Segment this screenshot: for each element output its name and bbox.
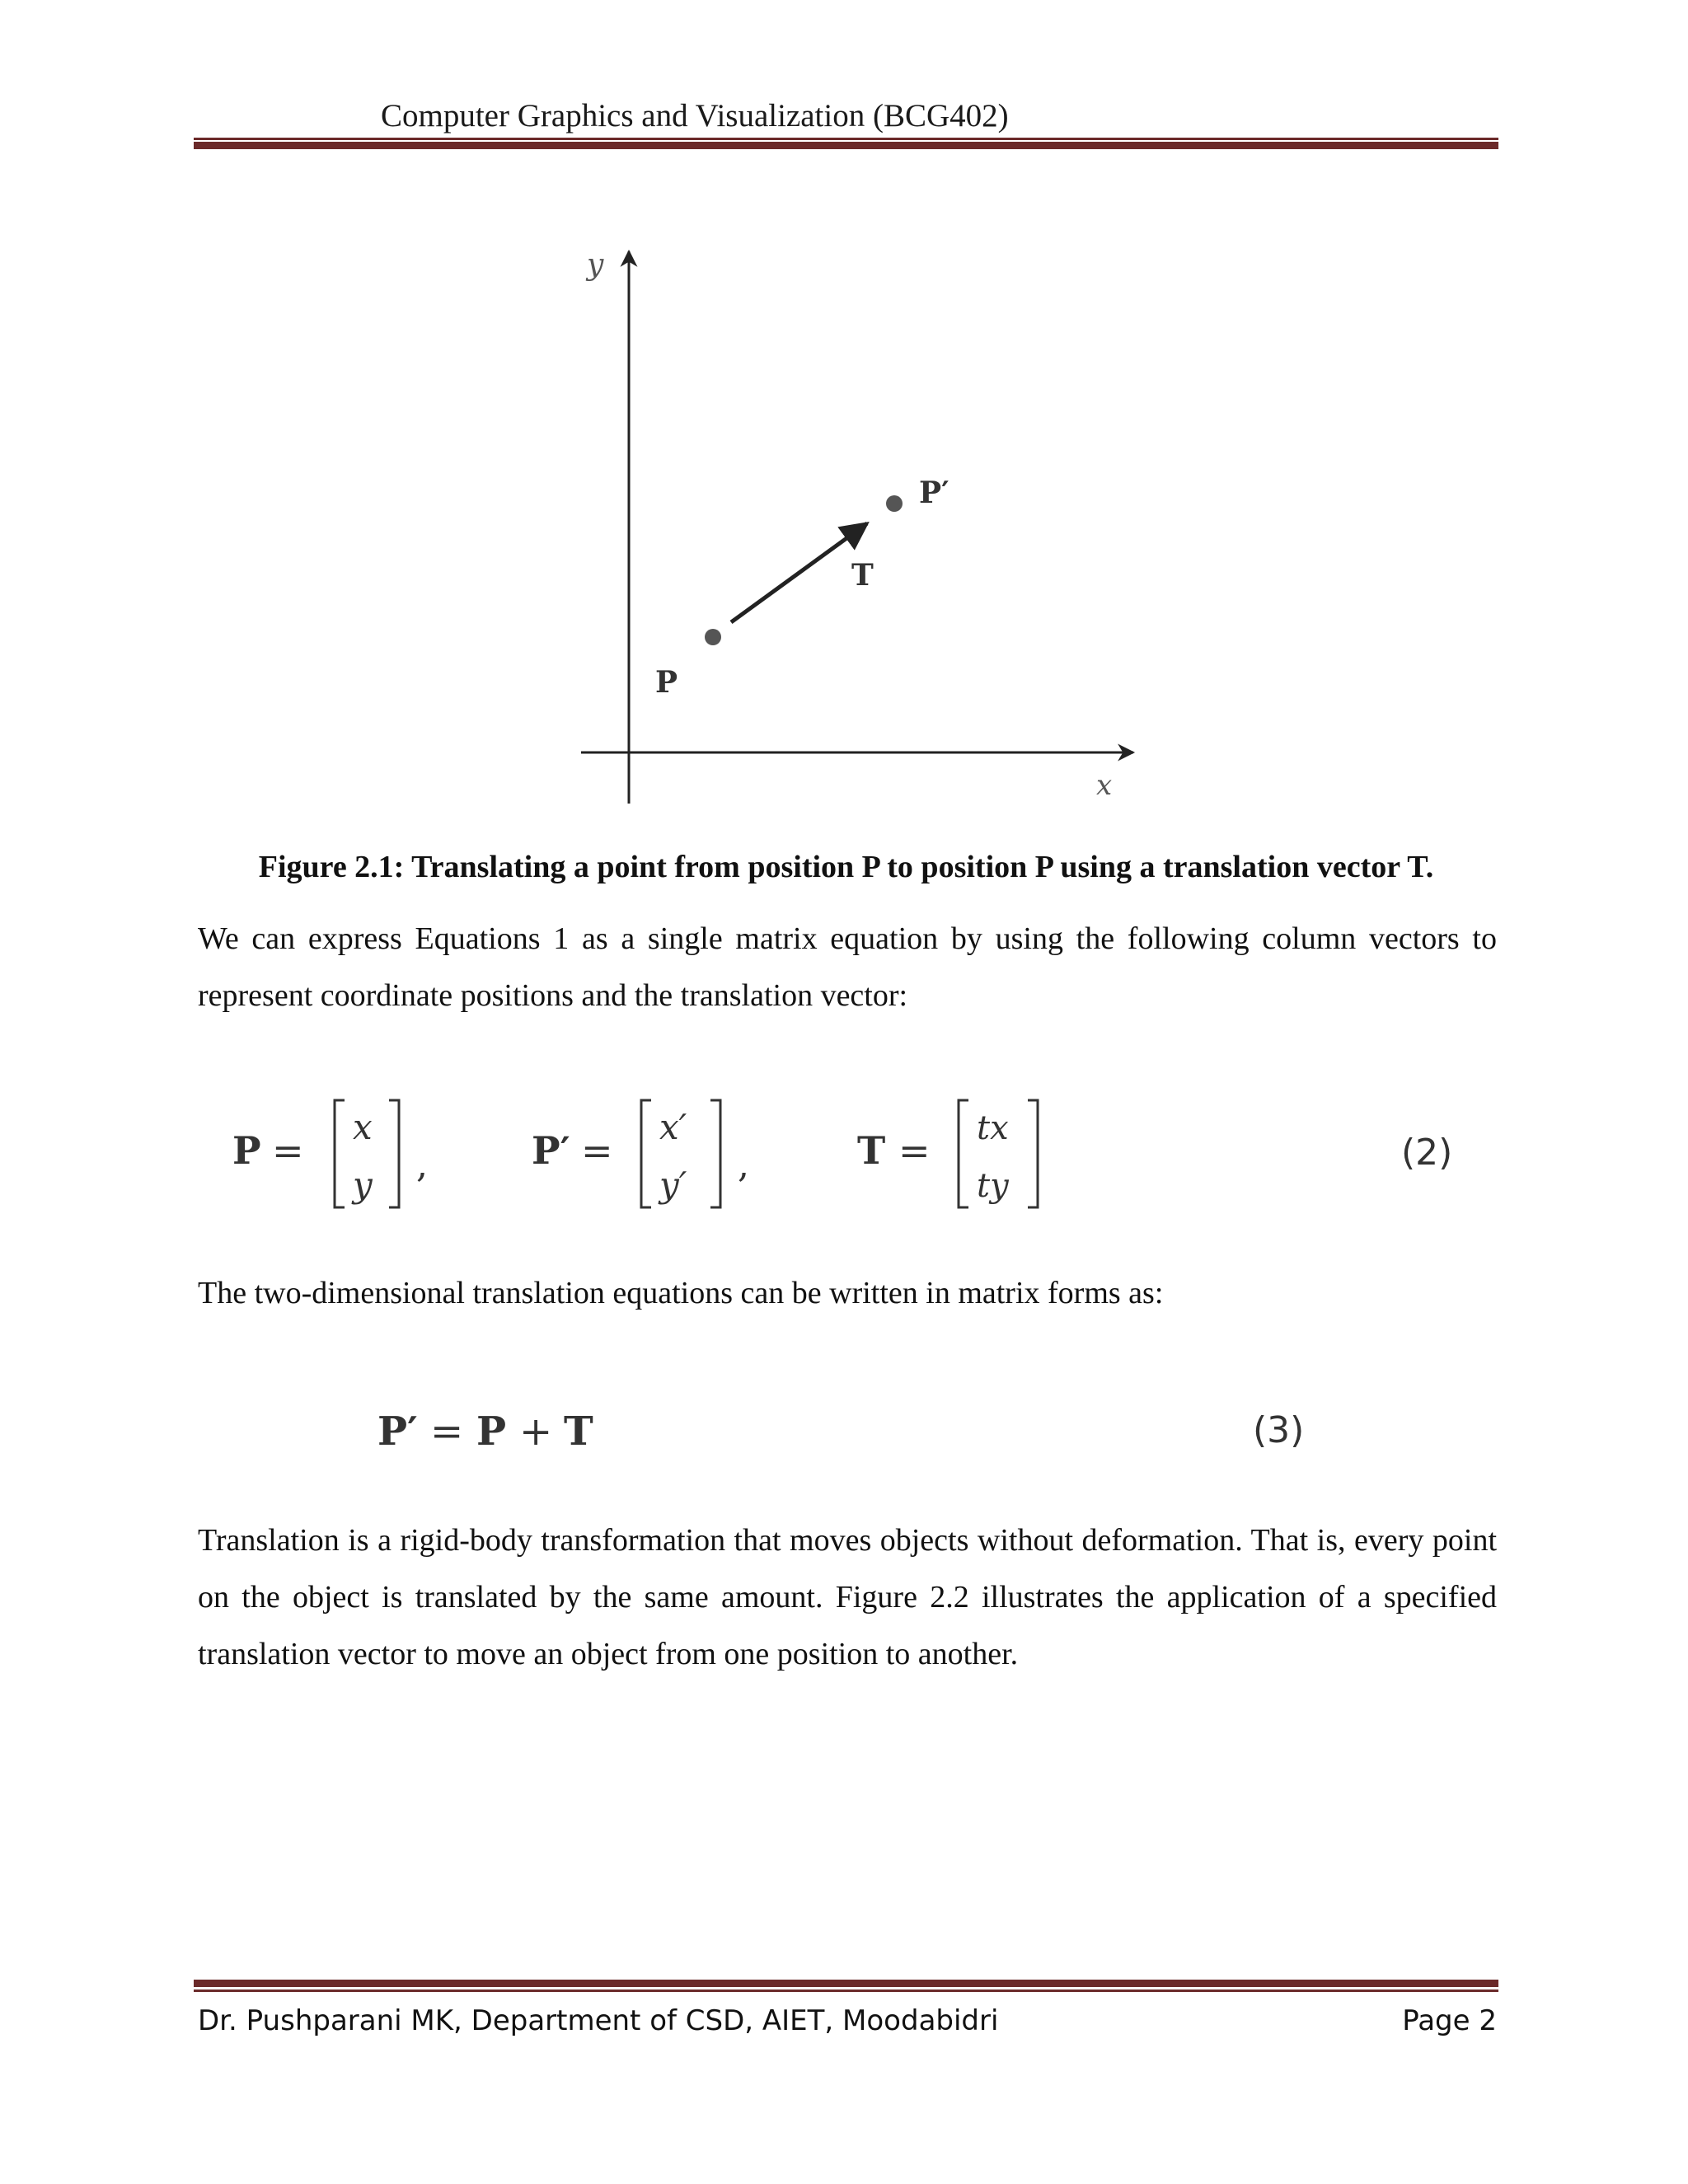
point-p	[705, 629, 721, 645]
point-p-label: P	[655, 665, 678, 700]
eq2-p-entry-y: y	[353, 1165, 373, 1205]
eq2-pp-entry-y: y′	[659, 1165, 687, 1205]
paragraph-3: Translation is a rigid-body transformation that moves objects without deformation. That is, every point on the object is translated by the same amount. Figure 2.2 illustrates the application of a specified translation vector to move an object from one position to another.	[198, 1523, 1497, 1671]
equation-3-number: (3)	[1253, 1409, 1305, 1451]
eq2-t-label: T	[857, 1128, 886, 1173]
eq2-p-bracket-right	[389, 1100, 399, 1207]
eq2-pp-bracket-left	[641, 1100, 651, 1207]
y-axis-label: y	[587, 248, 604, 282]
footer-page-number: Page 2	[1402, 2004, 1497, 2037]
footer-rule-thin	[194, 1990, 1498, 1992]
eq2-t-entry-ty: ty	[977, 1167, 1009, 1205]
translation-vector-arrow	[731, 523, 867, 622]
x-axis-label: x	[1096, 769, 1113, 802]
eq3-equals: =	[430, 1408, 464, 1455]
point-p-prime-label: P′	[919, 476, 950, 510]
header-title: Computer Graphics and Visualization (BCG402)	[381, 98, 1009, 134]
equation-2-number: (2)	[1401, 1132, 1453, 1174]
eq3-rhs-t: T	[564, 1408, 593, 1455]
eq2-p-entry-x: x	[353, 1107, 373, 1147]
eq3-rhs-p: P	[476, 1408, 507, 1455]
footer-author: Dr. Pushparani MK, Department of CSD, AIET, Moodabidri	[198, 2004, 999, 2037]
eq2-comma-1: ,	[416, 1144, 428, 1186]
eq2-equals-1: =	[272, 1128, 304, 1173]
eq2-t-bracket-left	[959, 1100, 968, 1207]
eq3-lhs: P′	[377, 1408, 418, 1455]
eq2-pp-entry-x: x′	[659, 1107, 687, 1147]
equation-3	[0, 1393, 1688, 1467]
eq2-t-bracket-right	[1028, 1100, 1038, 1207]
eq2-p-label: P	[232, 1128, 261, 1173]
eq2-equals-2: =	[581, 1128, 613, 1173]
translation-figure	[0, 0, 1688, 824]
eq2-p-prime-label: P′	[532, 1128, 570, 1173]
eq3-plus: +	[519, 1408, 553, 1455]
paragraph-2: The two-dimensional translation equations can be written in matrix forms as:	[198, 1276, 1164, 1310]
point-p-prime	[886, 495, 903, 512]
eq2-p-bracket-left	[335, 1100, 345, 1207]
footer-rule-thick	[194, 1980, 1498, 1987]
eq2-comma-2: ,	[738, 1144, 749, 1186]
eq2-pp-bracket-right	[710, 1100, 720, 1207]
figure-caption: Figure 2.1: Translating a point from position P to position P using a translation vector T.	[258, 850, 1434, 884]
eq2-equals-3: =	[898, 1128, 931, 1173]
vector-t-label: T	[851, 558, 874, 593]
eq2-t-entry-tx: tx	[977, 1109, 1009, 1147]
paragraph-1: We can express Equations 1 as a single matrix equation by using the following column vectors to represent coordinate positions and the translation vector:	[198, 921, 1497, 1013]
